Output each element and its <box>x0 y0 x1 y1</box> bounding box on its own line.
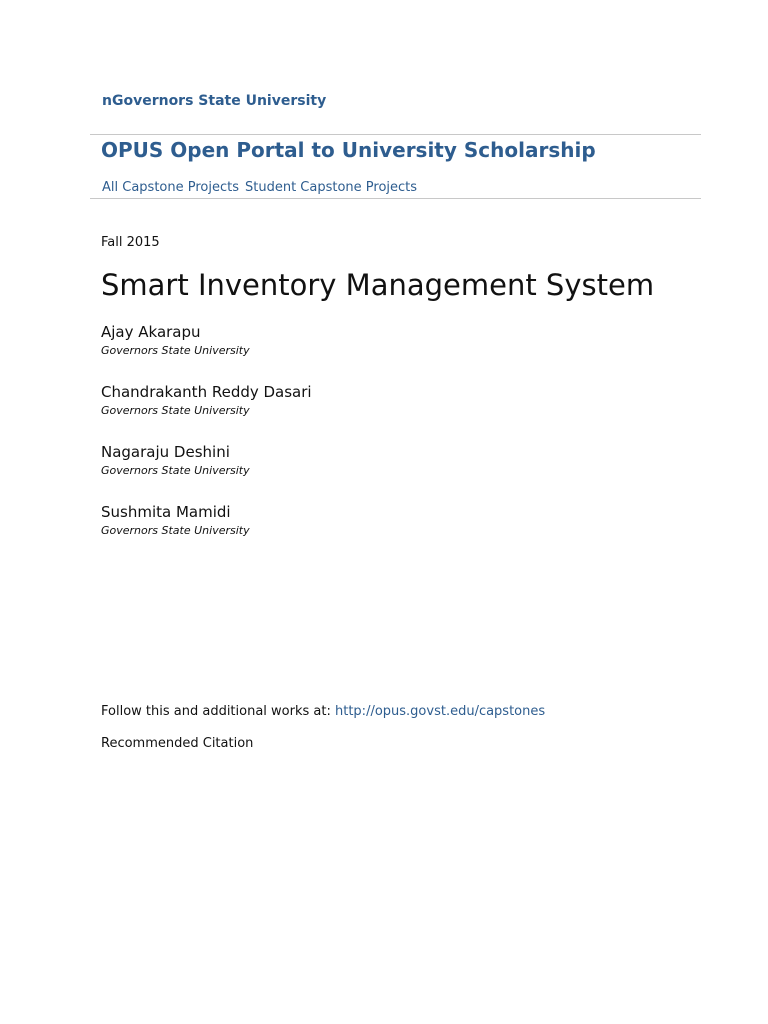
author-entry <box>101 322 250 359</box>
recommended-citation-label: Recommended Citation <box>101 736 254 751</box>
author-entry <box>101 502 250 539</box>
breadcrumb-all-capstone-projects[interactable]: All Capstone Projects <box>102 180 239 195</box>
follow-text: Follow this and additional works at: <box>101 704 335 719</box>
publication-term: Fall 2015 <box>101 235 160 250</box>
header-divider-bottom <box>90 198 701 199</box>
breadcrumb <box>102 180 417 195</box>
author-name: Nagaraju Deshini <box>101 443 230 461</box>
follow-line <box>101 704 545 719</box>
author-name: Ajay Akarapu <box>101 323 201 341</box>
document-title: Smart Inventory Management System <box>101 268 655 302</box>
author-name: Sushmita Mamidi <box>101 503 231 521</box>
capstones-link[interactable]: http://opus.govst.edu/capstones <box>335 704 546 719</box>
author-affiliation: Governors State University <box>101 464 250 477</box>
author-affiliation: Governors State University <box>101 524 250 537</box>
author-affiliation: Governors State University <box>101 344 250 357</box>
breadcrumb-student-capstone-projects[interactable]: Student Capstone Projects <box>245 180 418 195</box>
author-entry <box>101 442 250 479</box>
portal-title[interactable]: OPUS Open Portal to University Scholarship <box>101 138 596 162</box>
author-affiliation: Governors State University <box>101 404 250 417</box>
author-name: Chandrakanth Reddy Dasari <box>101 383 312 401</box>
institution-name: nGovernors State University <box>102 93 327 109</box>
header-divider-top <box>90 134 701 135</box>
author-entry <box>101 382 312 419</box>
